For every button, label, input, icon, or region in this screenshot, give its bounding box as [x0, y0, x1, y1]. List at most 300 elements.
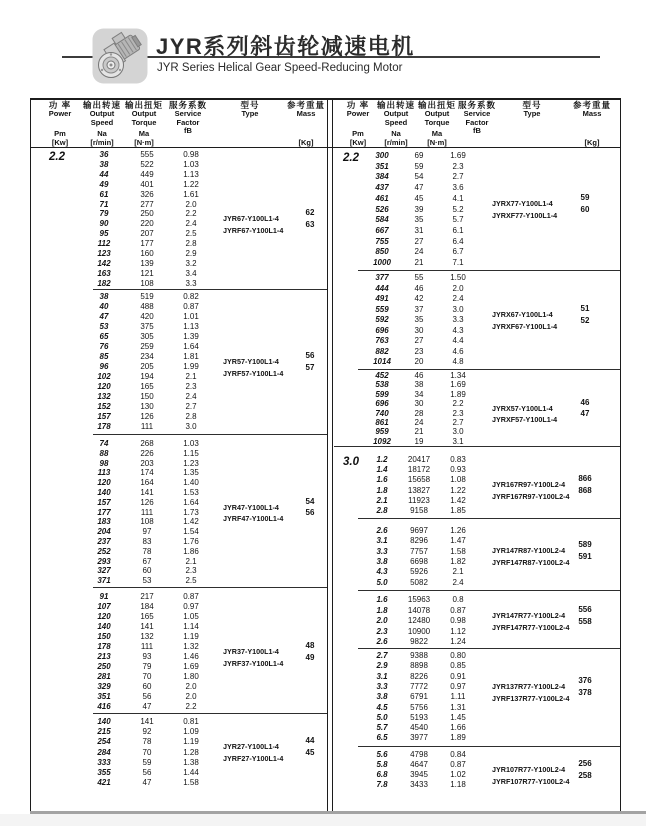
col-header-speed [83, 100, 121, 147]
factor-value: 1.24 [450, 637, 466, 646]
factor-value: 2.0 [185, 199, 197, 209]
header-label-en: Mass [296, 109, 316, 118]
torque-value: 226 [140, 448, 154, 458]
factor-value: 6.7 [452, 247, 464, 257]
speed-value: 178 [97, 422, 111, 431]
torque-value: 47 [142, 702, 152, 711]
torque-value: 488 [140, 302, 154, 311]
speed-value: 2.1 [376, 495, 388, 505]
factor-value: 6.4 [452, 236, 464, 246]
factor-value: 0.8 [452, 595, 464, 604]
speed-value: 371 [97, 576, 111, 586]
factor-value: 1.50 [450, 273, 466, 282]
torque-value: 111 [140, 642, 154, 651]
factor-value: 1.42 [450, 495, 466, 505]
torque-value: 126 [140, 412, 154, 421]
torque-value: 28 [414, 408, 424, 418]
speed-value: 461 [375, 193, 389, 203]
type-name: JYR147R77-Y100L2-4 [492, 610, 566, 620]
factor-value: 1.64 [183, 342, 199, 351]
speed-value: 213 [97, 652, 111, 661]
mass-value: 46 [580, 398, 590, 408]
gear-motor-icon [92, 28, 148, 84]
factor-value: 3.0 [185, 422, 197, 431]
mass-value: 48 [305, 641, 315, 650]
type-mass-line [492, 687, 592, 706]
speed-value: 696 [375, 325, 389, 335]
factor-value: 2.1 [185, 372, 197, 381]
torque-value: 205 [140, 362, 154, 371]
factor-value: 1.69 [450, 151, 466, 160]
speed-value: 2.6 [376, 526, 388, 535]
torque-value: 30 [414, 399, 424, 409]
speed-value: 1.2 [376, 455, 388, 464]
header-label-en: Torque [424, 117, 450, 127]
factor-value: 2.3 [185, 566, 197, 576]
torque-value: 7757 [410, 546, 428, 556]
factor-value: 4.1 [452, 193, 464, 203]
torque-value: 522 [140, 159, 154, 169]
type-name: JYRX67-Y100L1-4 [492, 309, 553, 319]
header-label-en: Output [383, 109, 409, 118]
type-name: JYRX57-Y100L1-4 [492, 404, 553, 414]
factor-value: 1.28 [183, 747, 199, 757]
speed-value: 355 [97, 768, 111, 777]
factor-value: 1.45 [450, 712, 466, 722]
header-label-en: Factor [176, 117, 200, 127]
torque-value: 15963 [407, 595, 431, 604]
mass-value: 49 [305, 652, 315, 662]
torque-value: 97 [142, 527, 152, 537]
torque-value: 9697 [410, 526, 428, 535]
speed-value: 120 [97, 382, 111, 391]
torque-value: 31 [414, 225, 424, 235]
speed-value: 85 [99, 352, 109, 361]
speed-value: 215 [97, 727, 111, 737]
torque-value: 160 [140, 249, 154, 258]
speed-value: 4.3 [376, 567, 388, 577]
factor-value: 2.3 [185, 382, 197, 391]
type-mass-line [223, 362, 315, 381]
factor-value: 2.3 [452, 161, 464, 171]
factor-value: 0.85 [450, 661, 466, 671]
factor-value: 1.08 [450, 475, 466, 485]
type-name: JYRF107R77-Y100L2-4 [492, 776, 570, 786]
factor-value: 6.1 [452, 225, 464, 235]
speed-value: 3.1 [376, 671, 388, 681]
col-header-power [347, 100, 370, 147]
torque-value: 93 [142, 652, 152, 661]
mass-value: 56 [305, 351, 315, 360]
factor-value: 1.39 [183, 332, 199, 341]
torque-value: 4647 [410, 760, 428, 769]
factor-value: 1.31 [450, 702, 466, 712]
factor-value: 1.35 [183, 468, 199, 478]
mass-value: 258 [578, 770, 592, 780]
torque-value: 4798 [410, 750, 428, 759]
col-header-mass [287, 100, 325, 147]
type-mass-line [492, 616, 592, 635]
torque-value: 60 [142, 566, 152, 576]
torque-value: 34 [414, 389, 424, 399]
speed-value: 91 [99, 592, 109, 601]
speed-value: 2.3 [376, 626, 388, 636]
speed-value: 377 [375, 273, 389, 282]
speed-value: 38 [99, 159, 109, 169]
speed-value: 132 [97, 392, 111, 401]
torque-value: 46 [414, 371, 424, 380]
factor-value: 1.15 [183, 448, 199, 458]
header-unit-label: [Kw] [51, 137, 69, 147]
header-label-en: fB [184, 126, 192, 135]
speed-value: 71 [99, 199, 109, 209]
header-unit-label: [r/min] [90, 137, 114, 147]
torque-value: 59 [142, 757, 152, 767]
type-mass-line [492, 409, 590, 427]
speed-value: 49 [99, 179, 109, 189]
factor-value: 1.22 [450, 485, 466, 495]
torque-value: 83 [142, 537, 152, 546]
factor-value: 1.12 [450, 626, 466, 636]
factor-value: 1.32 [183, 642, 199, 651]
type-name: JYR167R97-Y100L2-4 [492, 480, 566, 490]
mass-value: 51 [580, 303, 590, 313]
page-title: JYR系列斜齿轮减速电机 [156, 34, 415, 59]
factor-value: 1.81 [183, 352, 199, 361]
factor-value: 2.4 [452, 577, 464, 587]
speed-value: 599 [375, 389, 389, 399]
speed-value: 79 [99, 209, 109, 219]
header-label-en: Speed [384, 117, 408, 127]
factor-value: 3.0 [452, 427, 464, 437]
speed-value: 1.6 [376, 475, 388, 485]
factor-value: 2.7 [452, 172, 464, 182]
speed-value: 183 [97, 517, 111, 527]
speed-value: 850 [375, 247, 389, 257]
speed-value: 3.3 [376, 681, 388, 691]
torque-value: 277 [140, 199, 154, 209]
speed-value: 140 [97, 622, 111, 631]
speed-value: 254 [97, 737, 111, 747]
type-mass-line [492, 552, 592, 570]
speed-value: 157 [97, 497, 111, 507]
factor-value: 3.4 [185, 268, 197, 278]
speed-value: 3.8 [376, 692, 388, 702]
torque-value: 259 [140, 342, 154, 351]
factor-value: 1.76 [183, 537, 199, 546]
factor-value: 2.3 [452, 408, 464, 418]
type-name: JYRF147R77-Y100L2-4 [492, 622, 570, 632]
speed-value: 36 [99, 150, 109, 159]
header-unit-label: Ma [138, 129, 150, 138]
speed-value: 4.5 [376, 702, 388, 712]
header-label-zh: 型号 [522, 100, 542, 110]
torque-value: 55 [414, 273, 424, 282]
type-name: JYR57-Y100L1-4 [223, 357, 279, 366]
factor-value: 1.18 [450, 780, 466, 789]
page-subtitle: JYR Series Helical Gear Speed-Reducing Motor [157, 62, 403, 74]
torque-value: 326 [140, 189, 154, 199]
torque-value: 9158 [410, 506, 428, 515]
type-name: JYR37-Y100L1-4 [223, 647, 279, 656]
torque-value: 21 [414, 427, 424, 437]
factor-value: 1.69 [183, 662, 199, 671]
torque-value: 519 [140, 292, 154, 301]
factor-value: 4.6 [452, 346, 464, 356]
factor-value: 1.22 [183, 179, 199, 189]
factor-value: 3.0 [452, 304, 464, 314]
torque-value: 174 [140, 468, 154, 478]
mass-value: 256 [578, 759, 592, 768]
speed-value: 333 [97, 757, 111, 767]
torque-value: 24 [414, 418, 424, 427]
speed-value: 95 [99, 229, 109, 239]
speed-value: 98 [99, 458, 109, 468]
header-label-zh: 输出转速 [376, 100, 416, 110]
factor-value: 1.40 [183, 478, 199, 488]
speed-value: 2.6 [376, 637, 388, 646]
torque-value: 250 [140, 209, 154, 219]
col-header-speed [377, 100, 415, 147]
header-label-zh: 输出扭矩 [417, 100, 457, 110]
torque-value: 5193 [410, 712, 428, 722]
speed-value: 2.0 [376, 616, 388, 625]
factor-value: 2.4 [185, 219, 197, 229]
torque-value: 165 [140, 382, 154, 391]
speed-value: 140 [97, 717, 111, 726]
speed-value: 327 [97, 566, 111, 576]
header-unit-label: [N·m] [134, 137, 154, 147]
speed-value: 112 [97, 239, 111, 249]
speed-value: 584 [375, 215, 389, 225]
torque-value: 449 [140, 169, 154, 179]
block-separator [358, 369, 620, 370]
block-separator [93, 289, 327, 290]
speed-value: 250 [97, 662, 111, 671]
header-label-en: Output [424, 109, 450, 118]
speed-value: 178 [97, 642, 111, 651]
torque-value: 6791 [410, 692, 428, 702]
torque-value: 141 [140, 717, 154, 726]
torque-value: 39 [414, 204, 424, 214]
torque-value: 6698 [410, 556, 428, 566]
table-header-rule [30, 147, 621, 148]
type-mass-line [492, 486, 592, 504]
factor-value: 2.0 [185, 692, 197, 701]
torque-value: 45 [414, 193, 424, 203]
torque-value: 141 [140, 622, 154, 631]
type-mass-line [223, 508, 315, 526]
factor-value: 1.01 [183, 312, 199, 321]
torque-value: 111 [140, 507, 154, 517]
factor-value: 1.82 [450, 556, 466, 566]
table-center-divider [332, 98, 333, 811]
power-value: 2.2 [343, 152, 359, 164]
speed-value: 861 [375, 418, 389, 427]
factor-value: 2.2 [185, 702, 197, 711]
speed-value: 6.5 [376, 733, 388, 743]
factor-value: 0.93 [450, 465, 466, 475]
factor-value: 2.4 [185, 392, 197, 401]
mass-value: 558 [578, 616, 592, 626]
speed-value: 1.8 [376, 605, 388, 615]
header-label-zh: 功 率 [346, 100, 370, 110]
header-label-zh: 输出转速 [82, 100, 122, 110]
factor-value: 2.9 [185, 249, 197, 258]
mass-value: 59 [580, 192, 590, 202]
speed-value: 120 [97, 478, 111, 488]
header-label-zh: 服务系数 [168, 100, 208, 110]
torque-value: 46 [414, 283, 424, 293]
type-name: JYRF167R97-Y100L2-4 [492, 492, 570, 502]
torque-value: 12480 [407, 616, 431, 625]
speed-value: 152 [97, 402, 111, 411]
torque-value: 207 [140, 229, 154, 239]
table-left-border [30, 98, 31, 811]
mass-value: 60 [580, 205, 590, 214]
torque-value: 38 [414, 380, 424, 390]
torque-value: 9822 [410, 637, 428, 646]
torque-value: 220 [140, 219, 154, 229]
speed-value: 1.6 [376, 595, 388, 604]
factor-value: 1.26 [450, 526, 466, 535]
header-unit-label: Pm [54, 129, 66, 138]
speed-value: 329 [97, 682, 111, 691]
factor-value: 1.02 [450, 770, 466, 779]
factor-value: 1.19 [183, 737, 199, 747]
torque-value: 130 [140, 402, 154, 411]
speed-value: 1000 [373, 258, 391, 267]
header-unit-label: [Kw] [349, 137, 367, 147]
factor-value: 2.2 [452, 399, 464, 409]
speed-value: 6.8 [376, 770, 388, 779]
speed-value: 3.8 [376, 556, 388, 566]
torque-value: 30 [414, 325, 424, 335]
torque-value: 56 [142, 692, 152, 701]
speed-value: 3.3 [376, 546, 388, 556]
mass-value: 57 [305, 362, 315, 372]
factor-value: 1.38 [183, 757, 199, 767]
factor-value: 1.14 [183, 622, 199, 631]
type-name: JYRF57-Y100L1-4 [223, 368, 284, 378]
col-header-factor [458, 100, 496, 147]
speed-value: 284 [97, 747, 111, 757]
speed-value: 140 [97, 488, 111, 497]
torque-value: 150 [140, 392, 154, 401]
torque-value: 177 [140, 239, 154, 249]
speed-value: 150 [97, 632, 111, 641]
torque-value: 375 [140, 322, 154, 331]
type-name: JYRXF57-Y100L1-4 [492, 415, 558, 425]
col-header-type [522, 100, 541, 147]
speed-value: 2.7 [376, 651, 388, 660]
speed-value: 237 [97, 537, 111, 546]
torque-value: 20 [414, 357, 424, 366]
header-unit-label: Pm [352, 129, 364, 138]
factor-value: 1.89 [450, 389, 466, 399]
col-header-type [240, 100, 259, 147]
factor-value: 1.44 [183, 768, 199, 777]
mass-value: 866 [578, 474, 592, 484]
power-value: 3.0 [343, 456, 359, 468]
speed-value: 252 [97, 546, 111, 556]
factor-value: 0.87 [183, 302, 199, 311]
factor-value: 1.42 [183, 517, 199, 527]
type-name: JYRXF67-Y100L1-4 [492, 321, 558, 331]
header-label-en: Speed [90, 117, 114, 127]
mass-value: 63 [305, 219, 315, 229]
torque-value: 126 [140, 497, 154, 507]
factor-value: 1.03 [183, 439, 199, 448]
torque-value: 7772 [410, 681, 428, 691]
factor-value: 1.73 [183, 507, 199, 517]
speed-value: 113 [97, 468, 111, 478]
speed-value: 7.8 [376, 780, 388, 789]
factor-value: 0.81 [183, 717, 199, 726]
speed-value: 76 [99, 342, 109, 351]
col-header-mass [573, 100, 611, 147]
factor-value: 1.99 [183, 362, 199, 371]
power-value: 2.2 [49, 151, 65, 163]
torque-value: 79 [142, 662, 152, 671]
factor-value: 1.58 [183, 778, 199, 788]
factor-value: 1.13 [183, 169, 199, 179]
speed-value: 120 [97, 612, 111, 621]
factor-value: 1.46 [183, 652, 199, 661]
torque-value: 8296 [410, 536, 428, 546]
header-unit-label: [Kg] [584, 137, 600, 147]
type-name: JYRF147R87-Y100L2-4 [492, 558, 570, 568]
speed-value: 755 [375, 236, 389, 246]
speed-value: 5.7 [376, 723, 388, 733]
speed-value: 421 [97, 778, 111, 788]
factor-value: 1.34 [450, 371, 466, 380]
torque-value: 21 [414, 258, 424, 267]
speed-value: 437 [375, 183, 389, 193]
torque-value: 37 [414, 304, 424, 314]
factor-value: 2.1 [185, 556, 197, 566]
mass-value: 52 [580, 315, 590, 325]
torque-value: 164 [140, 478, 154, 488]
torque-value: 139 [140, 258, 154, 268]
speed-value: 38 [99, 292, 109, 301]
factor-value: 1.19 [183, 632, 199, 641]
factor-value: 0.83 [450, 455, 466, 464]
factor-value: 0.98 [183, 150, 199, 159]
mass-value: 47 [580, 409, 590, 419]
factor-value: 3.3 [185, 278, 197, 288]
type-mass-line [492, 770, 592, 789]
speed-value: 123 [97, 249, 111, 258]
header-label-en: Torque [131, 117, 157, 127]
header-label-zh: 参考重量 [286, 100, 326, 110]
speed-value: 47 [99, 312, 109, 321]
speed-value: 61 [99, 189, 109, 199]
speed-value: 1092 [373, 436, 391, 446]
header-label-en: Factor [465, 117, 489, 127]
torque-value: 27 [414, 236, 424, 246]
factor-value: 2.8 [185, 412, 197, 421]
block-separator [358, 590, 620, 591]
factor-value: 1.66 [450, 723, 466, 733]
torque-value: 14078 [407, 605, 431, 615]
factor-value: 4.8 [452, 357, 464, 366]
torque-value: 15658 [407, 475, 431, 485]
type-name: JYR27-Y100L1-4 [223, 742, 279, 752]
factor-value: 0.80 [450, 651, 466, 660]
torque-value: 9388 [410, 651, 428, 660]
type-name: JYRF67-Y100L1-4 [223, 225, 284, 235]
